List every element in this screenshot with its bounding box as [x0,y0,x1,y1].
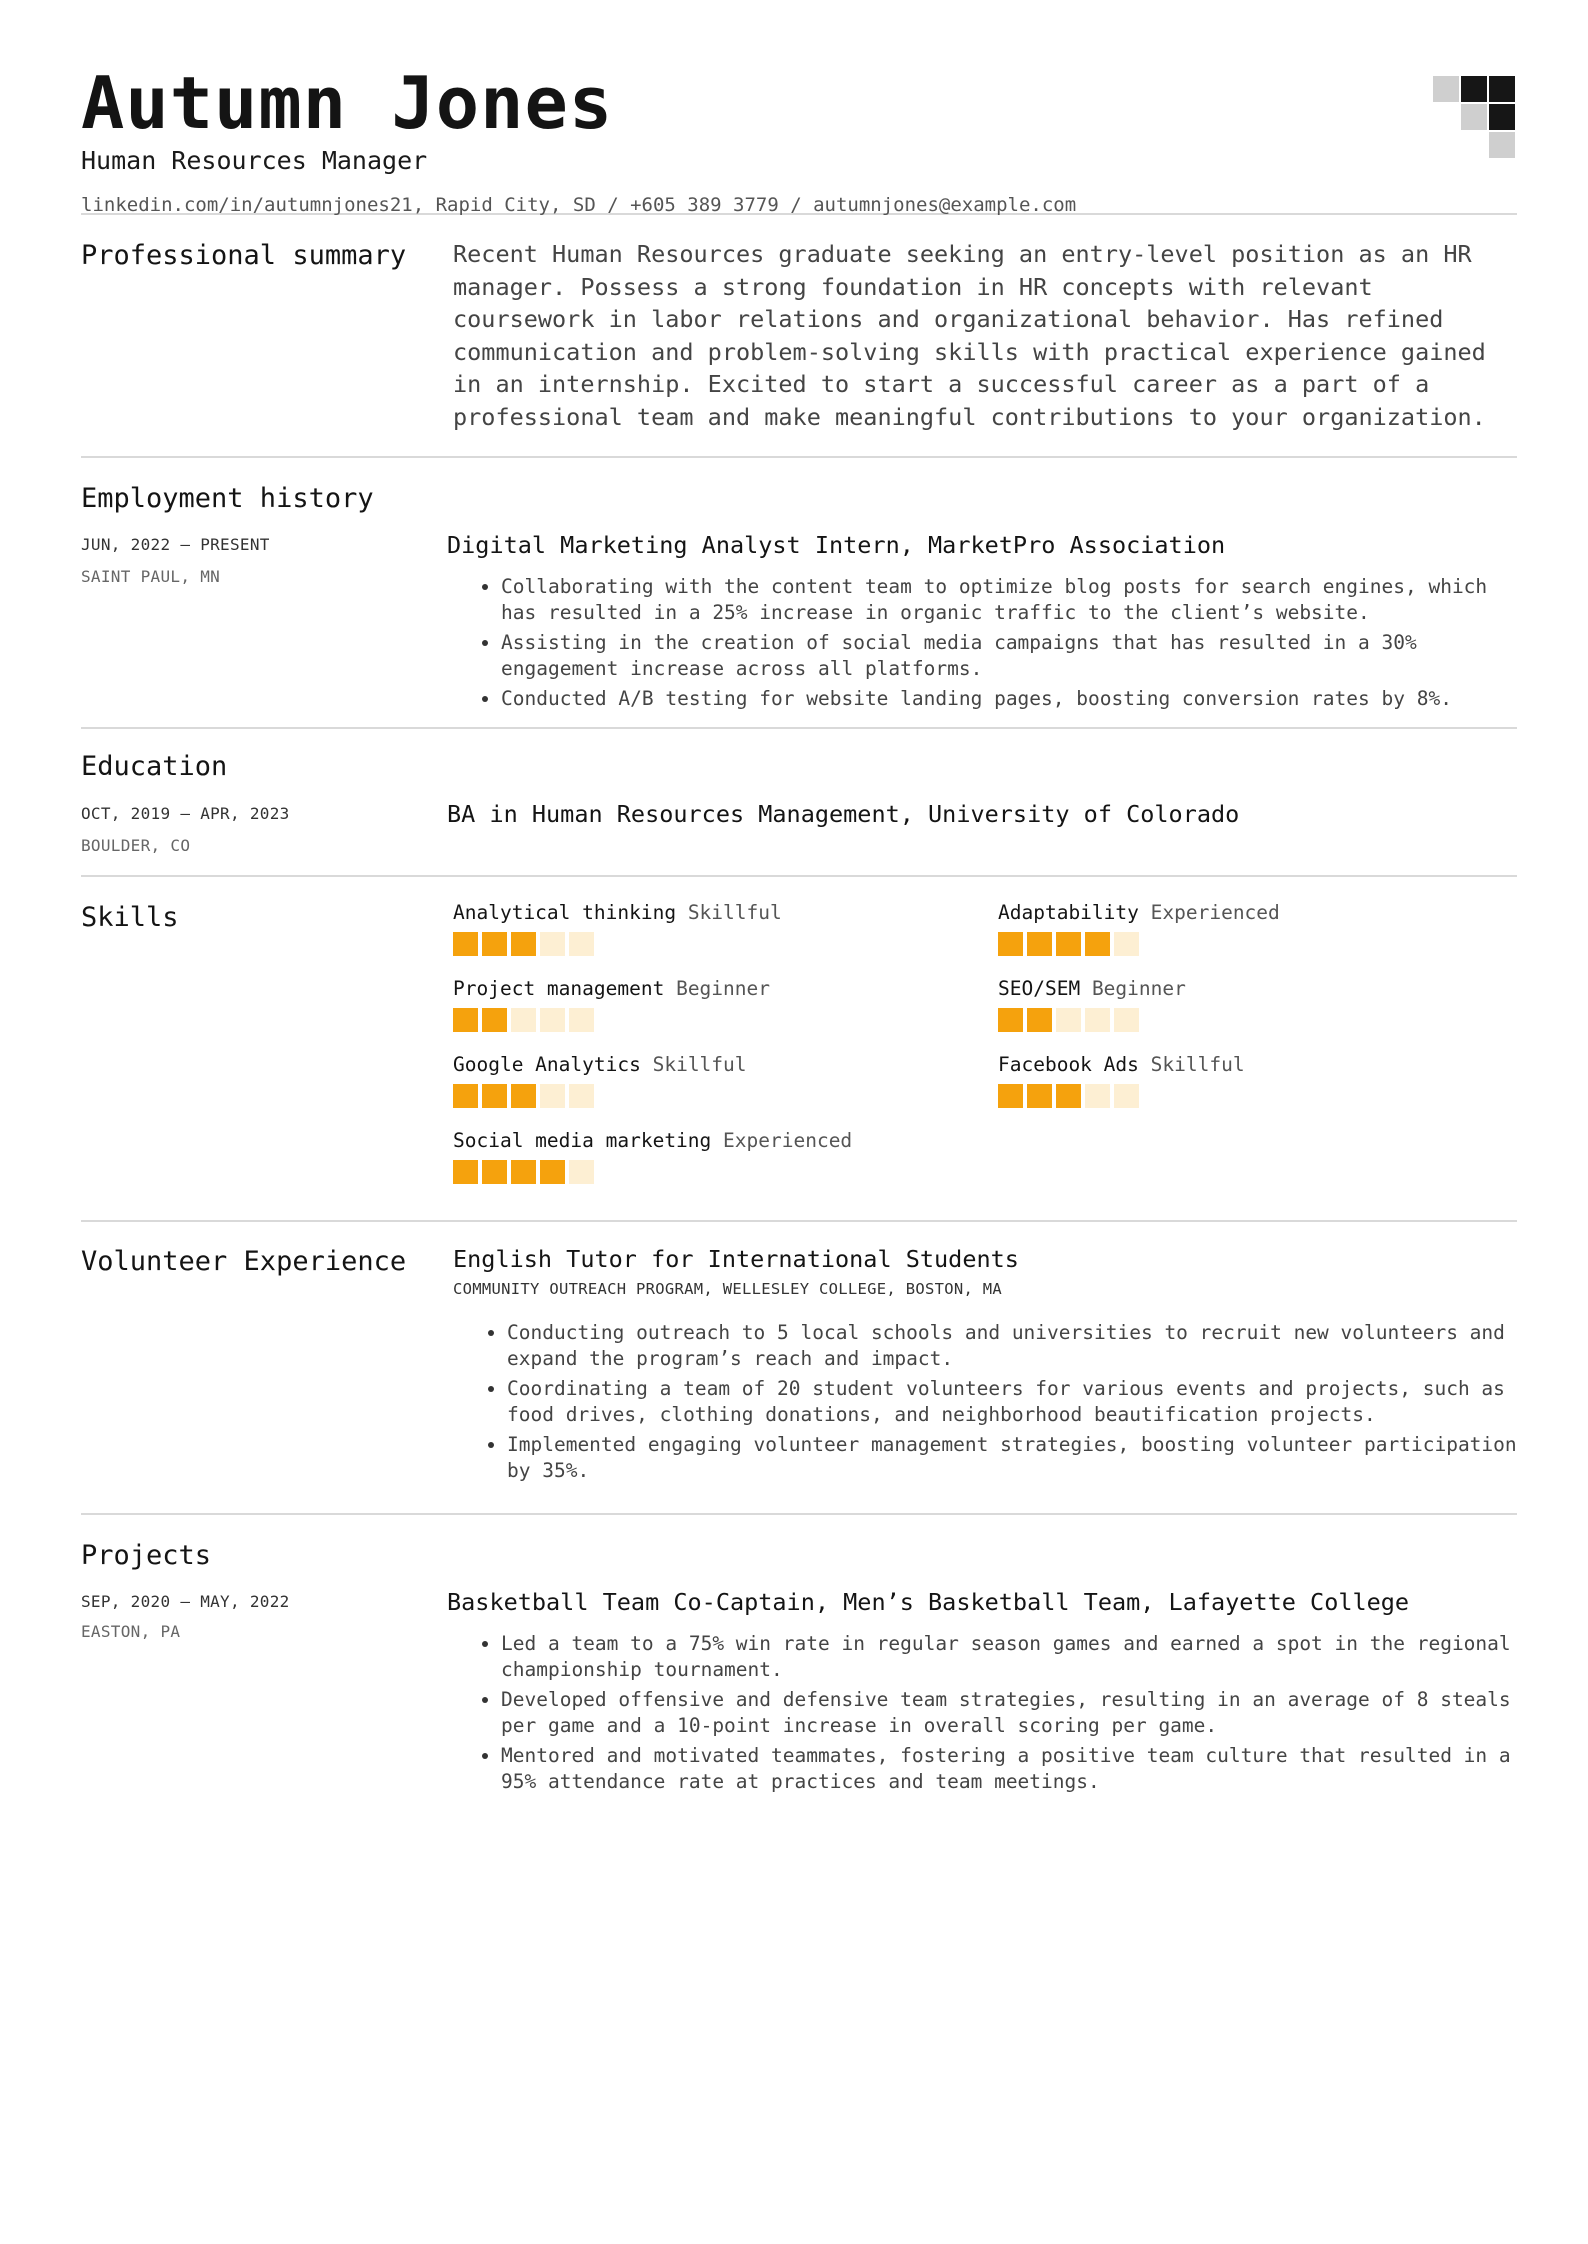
skill-rating-block [482,1008,507,1032]
skill-rating [998,932,1498,956]
list-item: • Assisting in the creation of social media campaigns that has resulted in a 30% engagement increase across all platforms. [501,630,1517,682]
resume-header [81,60,1517,216]
skill-rating-block [540,1008,565,1032]
skill-rating-block [453,1008,478,1032]
education-entry [81,800,1517,857]
skill-rating-block [1027,932,1052,956]
skill-name: Google Analytics [453,1053,641,1076]
skill-label [453,900,998,926]
projects-section [81,1515,1517,1799]
list-item: • Conducted A/B testing for website landing pages, boosting conversion rates by 8%. [501,686,1517,712]
logo-icon [1433,76,1517,160]
education-section [81,729,1517,875]
skill-rating [453,1160,998,1184]
skill-rating-block [569,1084,594,1108]
skill-rating-block [482,932,507,956]
skill-rating-block [482,1160,507,1184]
projects-heading: Projects [81,1540,212,1571]
resume-page [81,60,1517,1799]
project-bullets [447,1631,1517,1795]
skill-rating-block [511,932,536,956]
skill-name: Facebook Ads [998,1053,1139,1076]
skill-name: Project management [453,977,665,1000]
skill-rating-block [998,932,1023,956]
skill-rating [453,1084,998,1108]
candidate-title: Human Resources Manager [81,146,428,175]
skill-rating-block [511,1160,536,1184]
skill-item [998,900,1498,956]
employment-title: Digital Marketing Analyst Intern, MarketPro Association [447,531,1226,559]
skill-label [453,976,998,1002]
employment-entry [81,531,1517,716]
skill-rating-block [1085,1008,1110,1032]
skill-name: Social media marketing [453,1129,712,1152]
skill-level: Skillful [1150,1053,1245,1076]
employment-bullets [447,574,1517,712]
skill-rating-block [453,1160,478,1184]
skill-level: Beginner [676,977,770,1000]
list-item: • Conducting outreach to 5 local schools and universities to recruit new volunteers and expand the program’s reach and impact. [507,1320,1517,1372]
skill-rating-block [540,1160,565,1184]
skill-item [453,1052,998,1108]
skill-label [453,1128,998,1154]
skill-rating-block [511,1008,536,1032]
candidate-name: Autumn Jones [81,61,614,145]
list-item: • Developed offensive and defensive team strategies, resulting in an average of 8 steals per game and a 10-point increase in overall scoring per game. [501,1687,1517,1739]
skill-name: Analytical thinking [453,901,677,924]
project-entry [81,1588,1517,1799]
summary-heading: Professional summary [81,240,407,271]
skills-section [81,877,1517,1220]
skill-rating-block [1027,1008,1052,1032]
skill-rating-block [569,932,594,956]
skill-rating-block [998,1008,1023,1032]
skill-rating-block [1056,1008,1081,1032]
skill-level: Experienced [723,1129,853,1152]
skill-rating-block [569,1008,594,1032]
skill-name: Adaptability [998,901,1139,924]
skill-label [998,900,1498,926]
education-location: BOULDER, CO [81,836,191,855]
skill-rating-block [453,932,478,956]
education-date: OCT, 2019 — APR, 2023 [81,804,290,823]
skill-item [998,1052,1498,1108]
skill-item [453,976,998,1032]
skill-rating-block [1056,1084,1081,1108]
employment-section [81,458,1517,727]
summary-text: Recent Human Resources graduate seeking an entry-level position as an HR manager. Possess a strong foundation in HR concepts with relevant coursework in labor relations and organizational behavior. Has refined communication and problem-solving skills with practical experience gained in an internship. Excited to start a successful career as a part of a professional team and make meaningful contributions to your organization. [453,240,1486,431]
list-item: • Implemented engaging volunteer management strategies, boosting volunteer participation by 35%. [507,1432,1517,1484]
skill-rating-block [1114,1084,1139,1108]
skill-rating-block [1027,1084,1052,1108]
skill-rating [453,932,998,956]
skill-rating [998,1084,1498,1108]
skill-item [453,900,998,956]
skill-rating-block [540,932,565,956]
volunteer-title: English Tutor for International Students [453,1245,1019,1273]
skill-rating [998,1008,1498,1032]
employment-date: JUN, 2022 — PRESENT [81,535,270,554]
skill-name: SEO/SEM [998,977,1081,1000]
skill-label [998,1052,1498,1078]
skill-level: Experienced [1150,901,1280,924]
project-title: Basketball Team Co-Captain, Men’s Basketball Team, Lafayette College [447,1588,1410,1616]
skill-rating-block [1114,1008,1139,1032]
skill-rating-block [1085,932,1110,956]
skill-item [453,1128,998,1184]
skill-rating-block [540,1084,565,1108]
list-item: • Mentored and motivated teammates, fostering a positive team culture that resulted in a 95% attendance rate at practices and team meetings. [501,1743,1517,1795]
project-location: EASTON, PA [81,1622,181,1641]
skill-rating-block [1114,932,1139,956]
education-heading: Education [81,751,228,782]
volunteer-heading: Volunteer Experience [81,1246,407,1277]
skill-level: Skillful [652,1053,747,1076]
contact-line: linkedin.com/in/autumnjones21, Rapid City, SD / +605 389 3779 / autumnjones@example.com [81,194,1077,216]
summary-section [81,215,1517,456]
skill-rating-block [482,1084,507,1108]
list-item: • Coordinating a team of 20 student volunteers for various events and projects, such as food drives, clothing donations, and neighborhood beautification projects. [507,1376,1517,1428]
skills-heading: Skills [81,902,179,933]
skill-level: Beginner [1091,977,1186,1000]
employment-location: SAINT PAUL, MN [81,567,221,586]
skill-rating-block [569,1160,594,1184]
skill-rating-block [1085,1084,1110,1108]
skill-label [453,1052,998,1078]
skill-rating-block [453,1084,478,1108]
list-item: • Collaborating with the content team to optimize blog posts for search engines, which has resulted in a 25% increase in organic traffic to the client’s website. [501,574,1517,626]
employment-heading: Employment history [81,483,374,514]
skill-label [998,976,1498,1002]
project-date: SEP, 2020 — MAY, 2022 [81,1592,290,1611]
volunteer-section [81,1222,1517,1513]
skill-item [998,976,1498,1032]
skill-level: Skillful [687,901,782,924]
skill-rating-block [1056,932,1081,956]
skill-rating-block [998,1084,1023,1108]
list-item: • Led a team to a 75% win rate in regular season games and earned a spot in the regional championship tournament. [501,1631,1517,1683]
volunteer-bullets [453,1320,1517,1484]
skill-rating-block [511,1084,536,1108]
skill-rating [453,1008,998,1032]
volunteer-subtitle: COMMUNITY OUTREACH PROGRAM, WELLESLEY COLLEGE, BOSTON, MA [453,1280,1003,1298]
skills-grid [453,900,1517,1184]
education-title: BA in Human Resources Management, University of Colorado [447,800,1240,828]
